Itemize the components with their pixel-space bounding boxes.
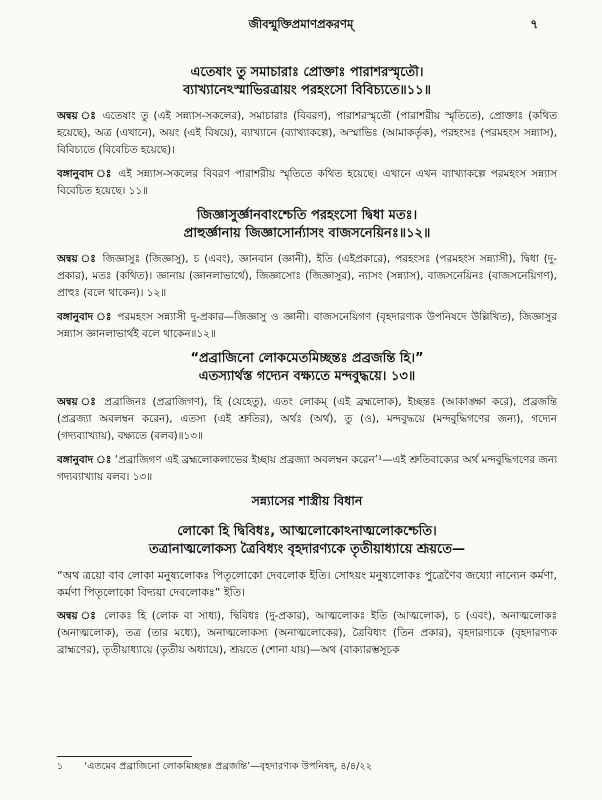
translation-text: ‘প্রব্রাজিগণ এই ব্রহ্মলোকলাভের ইচ্ছায় প্রব্রজ্যা অবলম্বন করেন’¹—এই শ্রুতিবাক্যের অর্থ মন্দবুদ্ধিগণের জন্য গদ্যব্যাখ্যায় বলব। ১৩॥ — [57, 454, 557, 483]
anvaya-text: জিজ্ঞাসুঃ (জিজ্ঞাসু), চ (এবং), জ্ঞানবান (জ্ঞানী), ইতি (এইপ্রকারে), পরহংসঃ (পরমহংস সন্ন্যাসী), দ্বিধা (দু-প্রকার), মতঃ (কথিত)। জ্ঞানায় (জ্ঞানলাভার্থে), জিজ্ঞাসোঃ (জিজ্ঞাসুর), ন্যাসং (সন্ন্যাস), বাজসনেয়িনঃ (বাজসনেয়িগণ), প্রাহুঃ (বলে থাকেন)। ১২॥ — [57, 253, 557, 299]
anvaya-13 — [57, 394, 557, 445]
translation-label: বঙ্গানুবাদ ঃ — [57, 168, 114, 180]
translation-text: এই সন্ন্যাস-সকলের বিবরণ পারাশরীয় স্মৃতিতে কথিত হয়েছে। এখানে এখন ব্যাখ্যাকল্পে পরমহংস সন্ন্যাস বিবেচিত হয়েছে। ১১॥ — [57, 168, 557, 197]
verse-line: প্রাহুর্জ্ঞানায় জিজ্ঞাসোর্ন্যাসং বাজসনেয়িনঃ॥১২॥ — [183, 226, 431, 241]
translation-label: বঙ্গানুবাদ ঃ — [57, 311, 113, 323]
anvaya-text: প্রব্রাজিনঃ (প্রব্রাজিগণ), হি (যেহেতু), এতং লোকম্ (এই ব্রহ্মলোক), ইচ্ছন্তঃ (আকাঙ্ক্ষা করে), প্রব্রজন্তি (প্রব্রজ্যা অবলম্বন করেন), এতস্য (এই শ্রুতির), অর্থঃ (অর্থ), তু (ও), মন্দবুদ্ধয়ে (মন্দবুদ্ধিগণের জন্য), গদ্যেন (গদ্যব্যাখ্যায়), বক্ষ্যতে (বলব)॥১৩॥ — [57, 396, 557, 442]
footnote — [57, 760, 372, 775]
verse-11 — [57, 64, 557, 100]
page-content — [57, 64, 557, 666]
verse-line: এতস্যার্থস্ত গদ্যেন বক্ষ্যতে মন্দবুদ্ধয়ে। ১৩॥ — [198, 369, 416, 384]
footnote-divider — [57, 756, 192, 757]
anvaya-label: অন্বয় ঃ — [57, 396, 99, 408]
anvaya-label: অন্বয় ঃ — [57, 253, 98, 265]
footnote-text: ‘এতমেব প্রব্রাজিনো লোকমিচ্ছন্তঃ প্রব্রজন্তি’—বৃহদারণ্যক উপনিষদ্, ৪/৪/২২ — [84, 761, 372, 772]
sruti-quote: “অথ ত্রয়ো বাব লোকা মনুষ্যলোকঃ পিতৃলোকো দেবলোক ইতি। সোঽয়ং মনুষ্যলোকঃ পুত্রেণৈব জয্যো নান্যেন কর্মণা, কর্মণা পিতৃলোকো বিদ্যয়া দেবলোকঃ” ইতি। — [57, 569, 557, 599]
translation-11 — [57, 166, 557, 200]
running-head — [0, 16, 602, 36]
anvaya-label: অন্বয় ঃ — [57, 610, 99, 622]
verse-line: লোকো হি দ্বিবিধঃ, আত্মলোকোঽনাত্মলোকশ্চেতি। — [177, 524, 437, 539]
verse-13 — [57, 350, 557, 386]
verse-line: এতেষাং তু সমাচারাঃ প্রোক্তাঃ পারাশরস্মৃতৌ। — [190, 65, 424, 80]
anvaya-text: লোকঃ হি (লোক বা সাধ্য), দ্বিবিধঃ (দু-প্রকার), আত্মলোকঃ ইতি (আত্মলোক), চ (এবং), অনাত্মলোকঃ (অনাত্মলোক), তত্র (তার মধ্যে), অনাত্মলোকস্য (অনাত্মলোকের), ত্রৈবিধ্যং (তিন প্রকার), বৃহদারণ্যকে (বৃহদারণ্যক ব্রাহ্মণের), তৃতীয়াধ্যায়ে (তৃতীয় অধ্যায়ে), শ্রূয়তে (শোনা যায়)—অথ (বাক্যারম্ভসূচক — [57, 610, 557, 656]
verse-line: “প্রব্রাজিনো লোকমেতমিচ্ছন্তঃ প্রব্রজন্তি হি।” — [190, 351, 424, 366]
anvaya-label: অন্বয় ঃ — [57, 110, 98, 122]
verse-line: ব্যাখ্যানেঽস্মাভিরত্রায়ং পরহংসো বিবিচ্যতে॥১১॥ — [183, 83, 431, 98]
prose-verse — [57, 523, 557, 559]
anvaya-text: এতেষাং তু (এই সন্ন্যাস-সকলের), সমাচারাঃ (বিবরণ), পারাশরস্মৃতৌ (পারাশরীয় স্মৃতিতে), প্রোক্তাঃ (কথিত হয়েছে), অত্র (এখানে), অয়ং (এই বিষয়ে), ব্যাখ্যানে (ব্যাখ্যাকল্পে), অস্মাভিঃ (আমাকর্তৃক), পরহংসঃ (পরমহংস সন্ন্যাস), বিবিচ্যতে (বিবেচিত হয়েছে)। — [57, 110, 557, 156]
translation-12 — [57, 309, 557, 343]
running-title: জীবন্মুক্তিপ্রমাণপ্রকরণম্ — [248, 17, 354, 31]
translation-13 — [57, 452, 557, 486]
verse-line: তত্রানাত্মলোকস্য ত্রৈবিধ্যং বৃহদারণ্যকে তৃতীয়াধ্যায়ে শ্রূয়তে— — [148, 542, 465, 557]
translation-text: পরমহংস সন্ন্যাসী দু-প্রকার—জিজ্ঞাসু ও জ্ঞানী। বাজসনেয়িগণ (বৃহদারণ্যক উপনিষদে উল্লিখিত), জিজ্ঞাসুর সন্ন্যাস জ্ঞানলাভার্থই বলে থাকেন॥১২॥ — [57, 311, 558, 340]
translation-label: বঙ্গানুবাদ ঃ — [57, 454, 112, 466]
anvaya-final — [57, 608, 557, 659]
footnote-number: ১ — [57, 761, 64, 772]
anvaya-11 — [57, 108, 557, 159]
verse-12 — [57, 207, 557, 243]
page-number: ৭ — [530, 17, 538, 31]
anvaya-12 — [57, 251, 557, 302]
verse-line: জিজ্ঞাসুর্জ্ঞানবাংশ্চেতি পরহংসো দ্বিধা মতঃ। — [196, 208, 418, 223]
section-heading: সন্ন্যাসের শাস্ত্রীয় বিধান — [251, 493, 363, 508]
